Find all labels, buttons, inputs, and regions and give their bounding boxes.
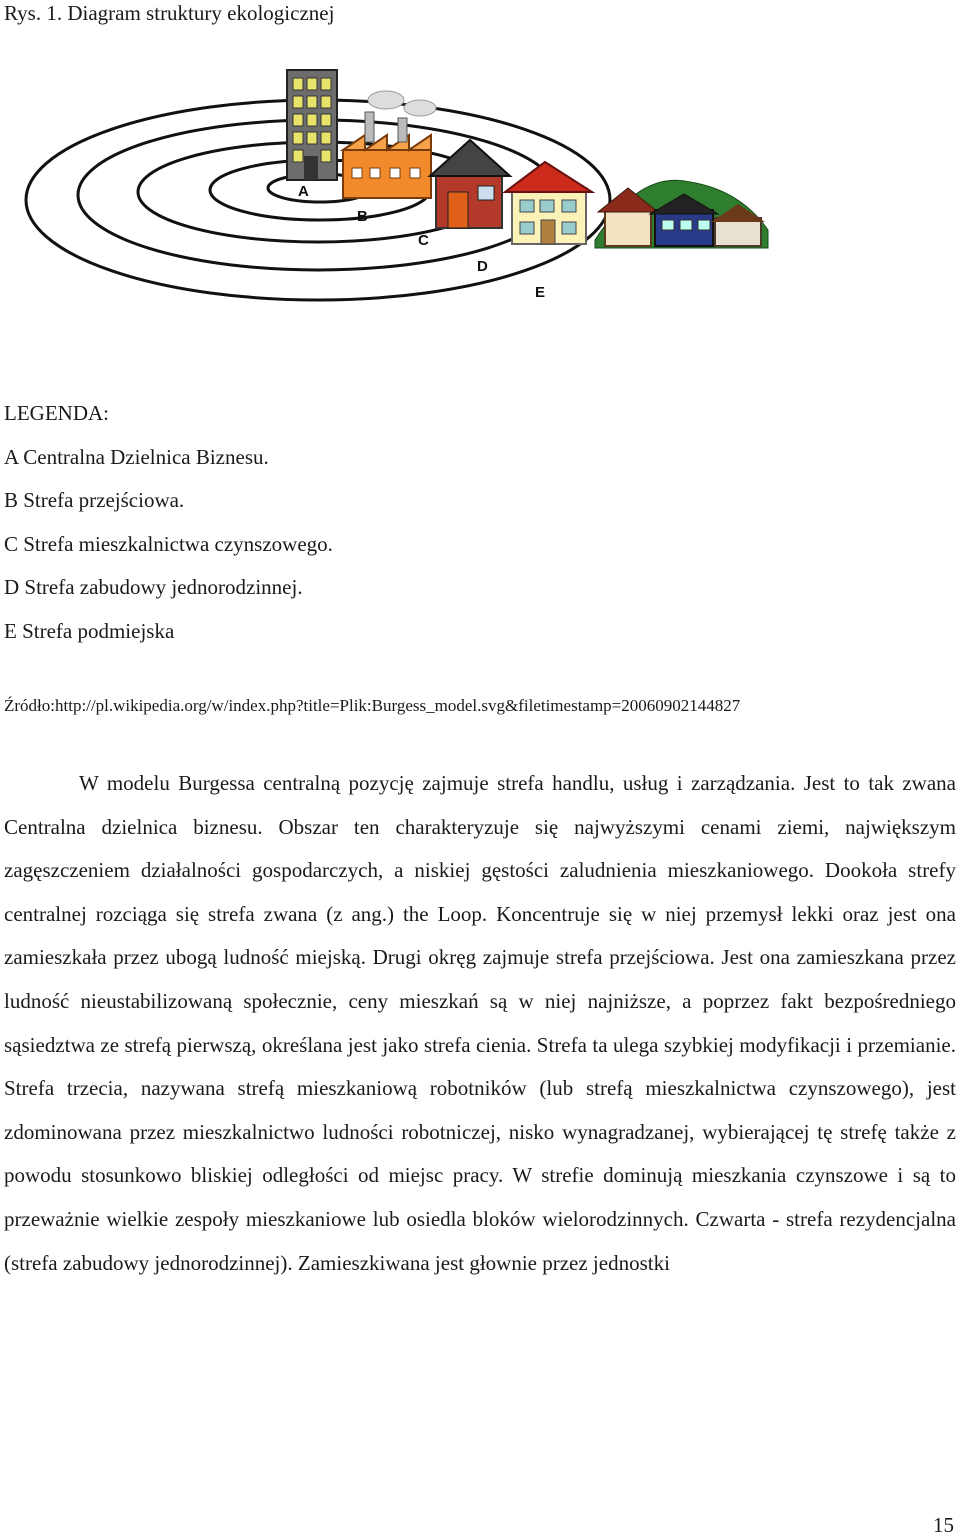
legend-item-e: E Strefa podmiejska xyxy=(4,618,175,643)
zone-label-c: C xyxy=(418,232,429,249)
page-number: 15 xyxy=(933,1513,954,1537)
suburban-houses-icon xyxy=(595,180,768,248)
zone-label-e: E xyxy=(535,284,546,301)
figure-caption: Rys. 1. Diagram struktury ekologicznej xyxy=(4,1,335,25)
body-paragraph: W modelu Burgessa centralną pozycję zajmuje strefa handlu, usług i zarządzania. Jest to tak zwana Centralna dzielnica biznesu. Obszar ten charakteryzuje się najwyższymi cenami ziemi, największym zagęszczeniem działalności gospodarczych, a niskiej gęstości zaludnienia mieszkaniowego. Dookoła strefy centralnej rozciąga się strefa zwana (z ang.) the Loop. Koncentruje się w niej przemysł lekki oraz jest ona zamieszkała przez ubogą ludność miejską. Drugi okręg zajmuje strefa przejściowa. Jest ona zamieszkana przez ludność nieustabilizowaną społecznie, ceny mieszkań są w niej najniższe, a poprzez fakt bezpośredniego sąsiedztwa ze strefą pierwszą, określana jest jako strefa cienia. Strefa ta ulega szybkiej modyfikacji i przemianie. Strefa trzecia, nazywana strefą mieszkaniową robotników (lub strefą mieszkalnictwa czynszowego), jest zdominowana przez mieszkalnictwo ludności robotniczej, nisko wynagradzanej, wybierającej tę strefę także z powodu stosunkowo bliskiej odległości od miejsc pracy. W strefie dominują mieszkania czynszowe i są to przeważnie wielkie zespoły mieszkaniowe lub osiedla bloków wielorodzinnych. Czwarta - strefa rezydencjalna (strefa zabudowy jednorodzinnej). Zamieszkiwana jest głownie przez jednostki xyxy=(4,771,956,1275)
source-citation: Źródło:http://pl.wikipedia.org/w/index.php?title=Plik:Burgess_model.svg&filetimestamp=20060902144827 xyxy=(4,696,741,715)
legend-item-d: D Strefa zabudowy jednorodzinnej. xyxy=(4,575,303,599)
legend-item-b: B Strefa przejściowa. xyxy=(4,488,185,512)
office-tower-icon xyxy=(287,70,337,180)
zone-label-d: D xyxy=(477,258,488,275)
legend-item-c: C Strefa mieszkalnictwa czynszowego. xyxy=(4,531,333,556)
legend xyxy=(4,392,333,653)
zone-label-b: B xyxy=(357,208,368,225)
legend-title: LEGENDA: xyxy=(4,401,109,425)
single-family-house-icon xyxy=(505,162,592,244)
tenement-house-icon xyxy=(430,140,510,228)
legend-item-a: A Centralna Dzielnica Biznesu. xyxy=(4,444,269,469)
zone-label-a: A xyxy=(298,183,309,200)
burgess-zone-diagram xyxy=(0,55,790,315)
